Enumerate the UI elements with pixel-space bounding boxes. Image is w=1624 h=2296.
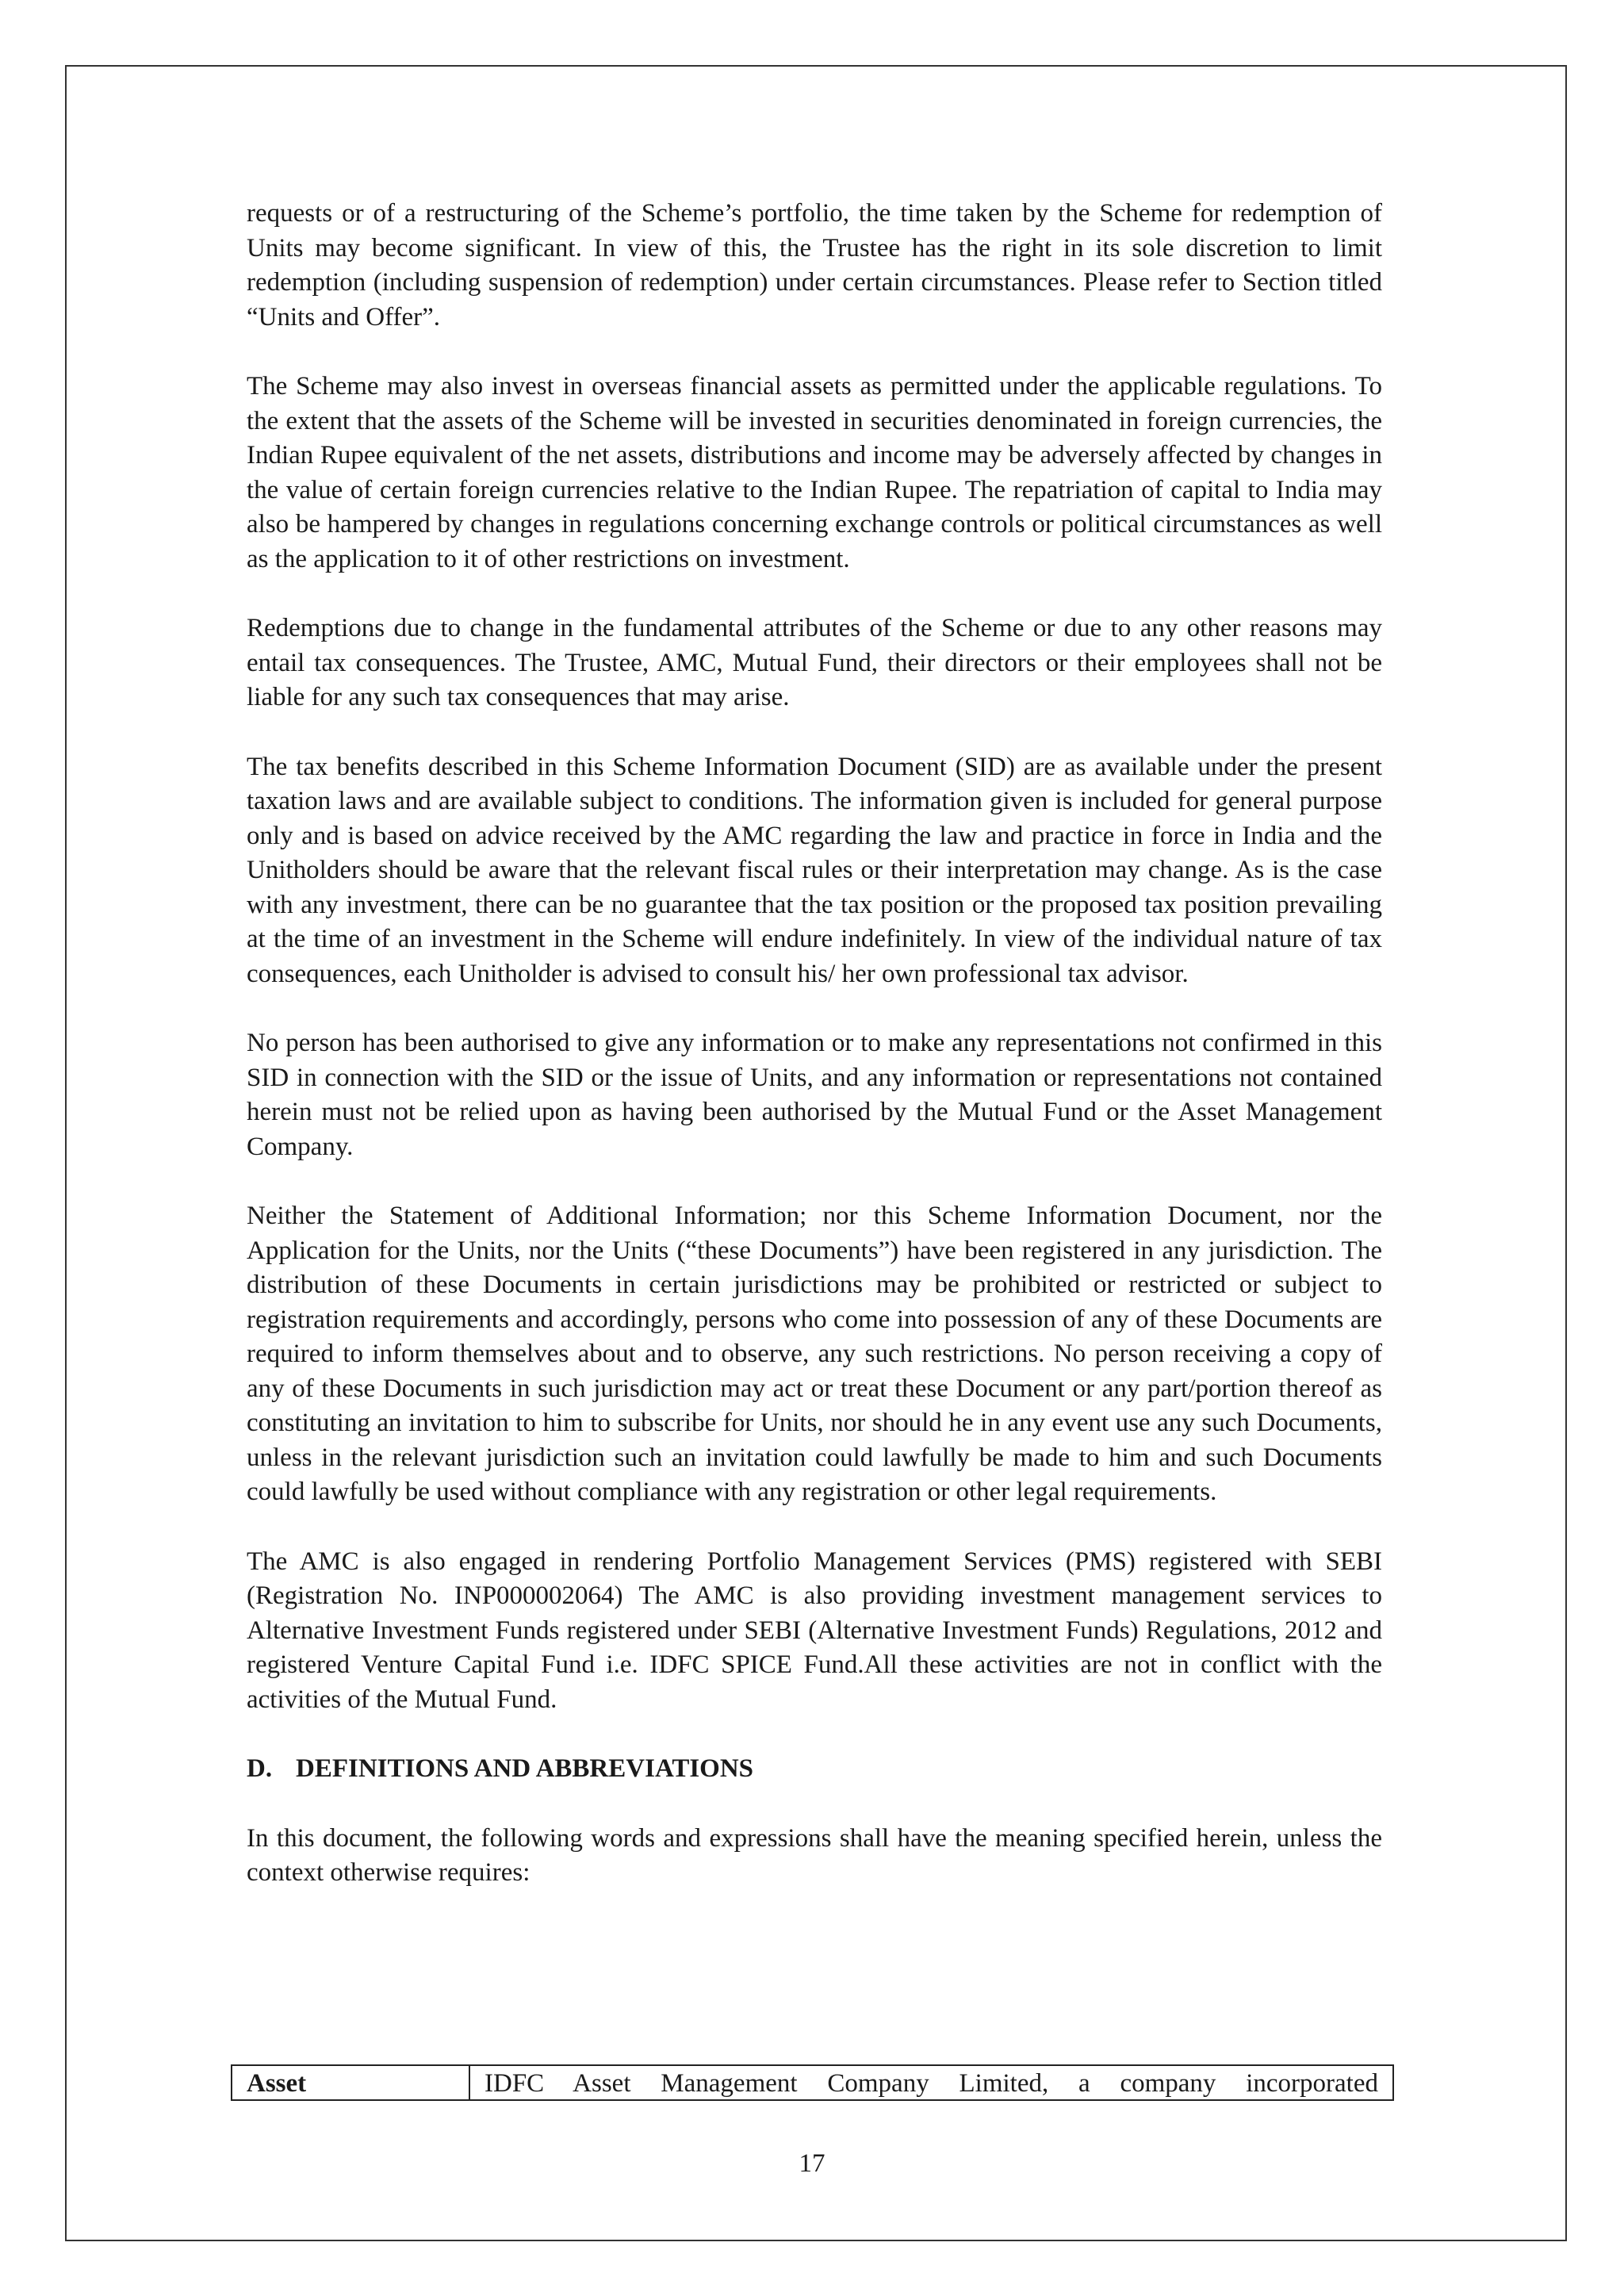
- paragraph-registration: Neither the Statement of Additional Information; nor this Scheme Information Document, nor the Application for the Units, nor the Units (“these Documents”) have been registered in any jurisdiction. The distribution of these Documents in certain jurisdictions may be prohibited or restricted or subject to registration requirements and accordingly, persons who come into possession of any of these Documents are required to inform themselves about and to observe, any such restrictions. No person receiving a copy of any of these Documents in such jurisdiction may act or treat these Document or any part/portion thereof as constituting an invitation to him to subscribe for Units, nor should he in any event use any such Documents, unless in the relevant jurisdiction such an invitation could lawfully be made to him and such Documents could lawfully be used without compliance with any registration or other legal requirements.: [247, 1202, 1382, 1506]
- paragraph-pms: The AMC is also engaged in rendering Portfolio Management Services (PMS) registered with SEBI (Registration No. INP000002064) The AMC is also providing investment management services to Alternative Investment Funds registered under SEBI (Alternative Investment Funds) Regulations, 2012 and registered Venture Capital Fund i.e. IDFC SPICE Fund.All these activities are not in conflict with the activities of the Mutual Fund.: [247, 1547, 1382, 1714]
- definitions-table: [231, 2064, 1394, 2101]
- paragraph-tax-consequences: Redemptions due to change in the fundamental attributes of the Scheme or due to any other reasons may entail tax consequences. The Trustee, AMC, Mutual Fund, their directors or their employees shall not be liable for any such tax consequences that may arise.: [247, 614, 1382, 711]
- definition-description: IDFC Asset Management Company Limited, a company incorporated: [469, 2065, 1393, 2100]
- paragraph-authorisation: No person has been authorised to give any information or to make any representations not confirmed in this SID in connection with the SID or the issue of Units, and any information or representations not contained herein must not be relied upon as having been authorised by the Mutual Fund or the Asset Management Company.: [247, 1029, 1382, 1161]
- section-letter: D.: [247, 1754, 273, 1783]
- section-title: DEFINITIONS AND ABBREVIATIONS: [296, 1754, 754, 1783]
- paragraph-redemption: requests or of a restructuring of the Scheme’s portfolio, the time taken by the Scheme for redemption of Units may become significant. In view of this, the Trustee has the right in its sole discretion to limit redemption (including suspension of redemption) under certain circumstances. Please refer to Section titled “Units and Offer”.: [247, 199, 1382, 332]
- paragraph-overseas-assets: The Scheme may also invest in overseas financial assets as permitted under the applicable regulations. To the extent that the assets of the Scheme will be invested in securities denominated in foreign currencies, the Indian Rupee equivalent of the net assets, distributions and income may be adversely affected by changes in the value of certain foreign currencies relative to the Indian Rupee. The repatriation of capital to India may also be hampered by changes in regulations concerning exchange controls or political circumstances as well as the application to it of other restrictions on investment.: [247, 372, 1382, 573]
- table-row: [232, 2065, 1393, 2100]
- document-body: [247, 197, 1382, 1926]
- definition-term: Asset: [232, 2065, 469, 2100]
- section-heading: [247, 1752, 1382, 1787]
- section-intro: In this document, the following words and expressions shall have the meaning specified herein, unless the context otherwise requires:: [247, 1823, 1382, 1887]
- page-number: 17: [799, 2149, 825, 2178]
- paragraph-tax-benefits: The tax benefits described in this Scheme Information Document (SID) are as available under the present taxation laws and are available subject to conditions. The information given is included for general purpose only and is based on advice received by the AMC regarding the law and practice in force in India and the Unitholders should be aware that the relevant fiscal rules or their interpretation may change. As is the case with any investment, there can be no guarantee that the tax position or the proposed tax position prevailing at the time of an investment in the Scheme will endure indefinitely. In view of the individual nature of tax consequences, each Unitholder is advised to consult his/ her own professional tax advisor.: [247, 752, 1382, 988]
